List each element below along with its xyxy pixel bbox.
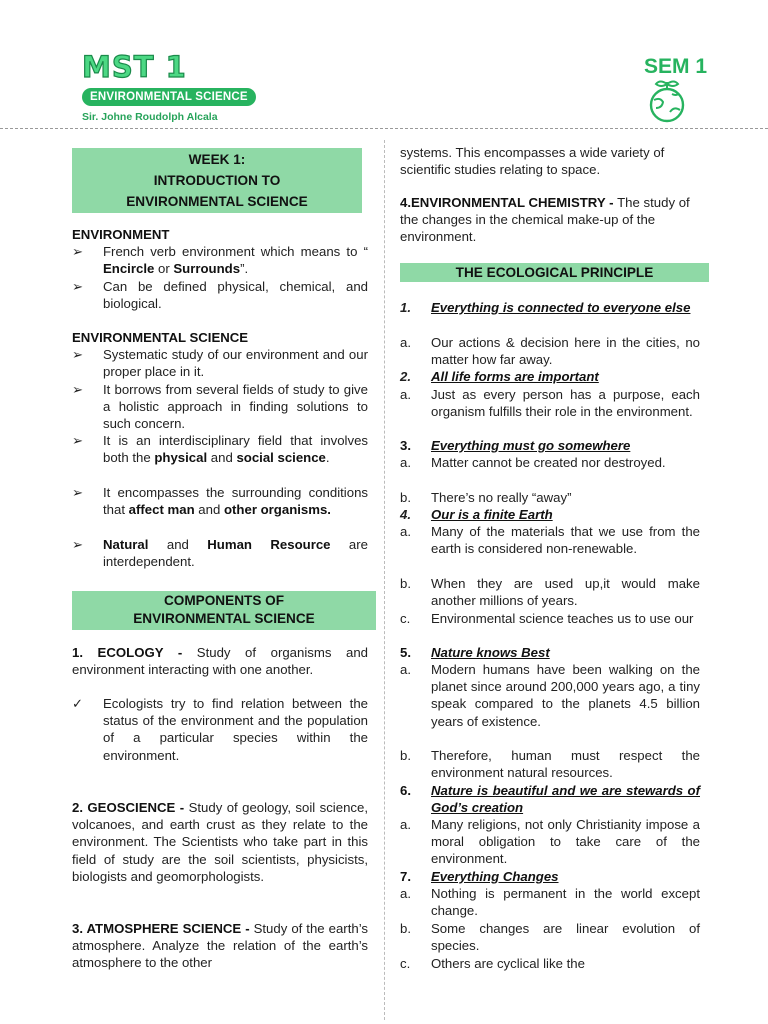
principle-number: 6.	[400, 783, 411, 798]
brand-title: MST 1	[82, 50, 187, 84]
env-bullet-1: French verb environment which means to “ Encircle or Surrounds”.	[103, 244, 368, 277]
principle-5: Nature knows Best	[431, 645, 550, 660]
principle-4: Our is a finite Earth	[431, 507, 553, 522]
env-bullet-2: Can be defined physical, chemical, and biological.	[103, 279, 368, 312]
principle-number: 2.	[400, 369, 411, 384]
principle-number: 4.	[400, 507, 411, 522]
principle-5-b: Therefore, human must respect the environment natural resources.	[431, 748, 700, 781]
geoscience-paragraph: 2. GEOSCIENCE - Study of geology, soil science, volcanoes, and earth crust as they relate to the environment. The Scientists who take part in this field of study are the soil scientists, physicists, biologists and geomorphologists.	[72, 800, 368, 884]
list-marker: b.	[400, 576, 411, 591]
list-marker: a.	[400, 886, 411, 901]
list-marker: b.	[400, 490, 411, 505]
ecology-paragraph: 1. ECOLOGY - Study of organisms and environment interacting with one another.	[72, 645, 369, 678]
envsci-heading: ENVIRONMENTAL SCIENCE	[72, 330, 249, 345]
principle-3-a: Matter cannot be created nor destroyed.	[431, 455, 666, 470]
principle-number: 5.	[400, 645, 411, 660]
envsci-bullet-1: Systematic study of our environment and our proper place in it.	[103, 347, 368, 380]
components-title-line1: COMPONENTS OF	[163, 593, 285, 608]
list-marker: a.	[400, 335, 411, 350]
week-title-box	[72, 148, 362, 213]
globe-sprout-icon	[644, 78, 690, 129]
principle-3-b: There’s no really “away”	[431, 490, 572, 505]
principle-4-a: Many of the materials that we use from the earth is considered non-renewable.	[431, 524, 700, 557]
envsci-bullet-4: It encompasses the surrounding conditions that affect man and other organisms.	[103, 485, 368, 518]
list-marker: a.	[400, 455, 411, 470]
components-box	[72, 591, 376, 630]
column-divider	[384, 140, 385, 1020]
list-marker: a.	[400, 817, 411, 832]
principle-4-b: When they are used up,it would make another millions of years.	[431, 576, 700, 609]
components-title-line2: ENVIRONMENTAL SCIENCE	[133, 611, 315, 626]
envsci-bullet-2: It borrows from several fields of study to give a holistic approach in finding solutions to such concern.	[103, 382, 368, 432]
list-marker: b.	[400, 748, 411, 763]
semester-label: SEM 1	[644, 55, 708, 78]
principle-number: 1.	[400, 300, 411, 315]
principle-1: Everything is connected to everyone else	[431, 300, 691, 315]
atmosphere-paragraph: 3. ATMOSPHERE SCIENCE - Study of the earth’s atmosphere. Analyze the relation of the earth’s atmosphere to the other	[72, 921, 368, 971]
envsci-bullet-5: Natural and Human Resource are interdependent.	[103, 537, 368, 570]
subject-badge: ENVIRONMENTAL SCIENCE	[82, 88, 256, 106]
arrow-bullet: ➢	[72, 485, 84, 500]
header-divider	[0, 128, 768, 129]
list-marker: a.	[400, 387, 411, 402]
arrow-bullet: ➢	[72, 433, 84, 448]
principle-6: Nature is beautiful and we are stewards of God’s creation	[431, 783, 700, 816]
principle-6-a: Many religions, not only Christianity impose a moral obligation to take care of the environment.	[431, 817, 700, 867]
principle-4-c: Environmental science teaches us to use our	[431, 611, 694, 626]
list-marker: a.	[400, 524, 411, 539]
principle-3: Everything must go somewhere	[431, 438, 631, 453]
principle-7-b: Some changes are linear evolution of species.	[431, 921, 700, 954]
list-marker: b.	[400, 921, 411, 936]
check-bullet: ✓	[72, 696, 84, 711]
arrow-bullet: ➢	[72, 347, 84, 362]
principle-2-a: Just as every person has a purpose, each organism fulfills their role in the environment.	[431, 387, 700, 420]
ecological-principle-box: THE ECOLOGICAL PRINCIPLE	[400, 263, 709, 282]
ecology-check-item: Ecologists try to find relation between the status of the environment and the population of a particular species within the environment.	[103, 696, 368, 763]
week-title-line1: INTRODUCTION TO	[153, 173, 281, 188]
principle-2: All life forms are important	[431, 369, 599, 384]
principle-1-a: Our actions & decision here in the cities, no matter how far away.	[431, 335, 700, 368]
week-label: WEEK 1:	[188, 152, 246, 167]
list-marker: c.	[400, 956, 411, 971]
list-marker: a.	[400, 662, 411, 677]
chemistry-paragraph: 4.ENVIRONMENTAL CHEMISTRY - The study of the changes in the chemical make-up of the environment.	[400, 195, 690, 245]
teacher-name: Sir. Johne Roudolph Alcala	[82, 111, 218, 123]
list-marker: c.	[400, 611, 411, 626]
arrow-bullet: ➢	[72, 382, 84, 397]
arrow-bullet: ➢	[72, 279, 84, 294]
arrow-bullet: ➢	[72, 244, 84, 259]
principle-5-a: Modern humans have been walking on the planet since around 200,000 years ago, a tiny speak compared to the planets 4.5 billion years of existence.	[431, 662, 700, 729]
atmosphere-continued: systems. This encompasses a wide variety of scientific studies relating to space.	[400, 145, 665, 178]
principle-7-a: Nothing is permanent in the world except change.	[431, 886, 700, 919]
principle-number: 7.	[400, 869, 411, 884]
principle-7-c: Others are cyclical like the	[431, 956, 585, 971]
environment-heading: ENVIRONMENT	[72, 227, 170, 242]
principle-number: 3.	[400, 438, 411, 453]
arrow-bullet: ➢	[72, 537, 84, 552]
envsci-bullet-3: It is an interdisciplinary field that involves both the physical and social science.	[103, 433, 368, 466]
principle-7: Everything Changes	[431, 869, 559, 884]
week-title-line2: ENVIRONMENTAL SCIENCE	[126, 194, 308, 209]
